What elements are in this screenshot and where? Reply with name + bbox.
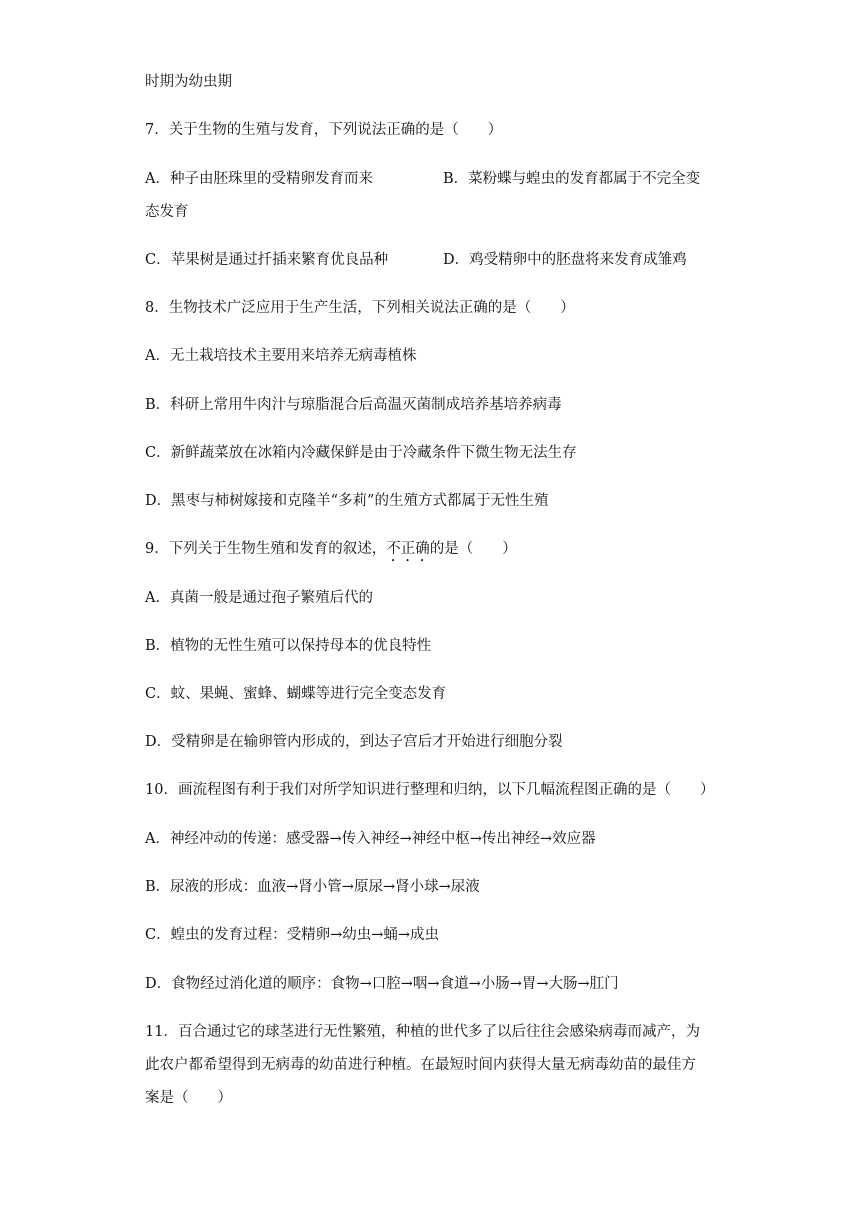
question-8-option-b: B．科研上常用牛肉汁与琼脂混合后高温灭菌制成培养基培养病毒 <box>145 397 562 413</box>
question-10-option-a: A．神经冲动的传递：感受器→传入神经→神经中枢→传出神经→效应器 <box>145 831 596 847</box>
question-11-stem-line-3: 案是（ ） <box>145 1090 232 1106</box>
question-10-option-c: C．蝗虫的发育过程：受精卵→幼虫→蛹→成虫 <box>145 927 440 943</box>
question-11-stem-line-2: 此农户都希望得到无病毒的幼苗进行种植。在最短时间内获得大量无病毒幼苗的最佳方 <box>145 1057 696 1073</box>
question-9-option-d: D．受精卵是在输卵管内形成的，到达子宫后才开始进行细胞分裂 <box>145 734 563 750</box>
question-7-option-b: B．菜粉蝶与蝗虫的发育都属于不完全变 <box>443 171 701 187</box>
question-9-option-b: B．植物的无性生殖可以保持母本的优良特性 <box>145 638 432 654</box>
question-7-option-c: C．苹果树是通过扦插来繁育优良品种 <box>145 252 389 268</box>
question-9-stem-after: 的是（ ） <box>429 541 517 557</box>
question-7-stem: 7．关于生物的生殖与发育，下列说法正确的是（ ） <box>145 122 503 138</box>
question-9-stem-before: 9．下列关于生物生殖和发育的叙述， <box>145 541 387 557</box>
question-10-option-b: B．尿液的形成：血液→肾小管→原尿→肾小球→尿液 <box>145 879 480 895</box>
question-9-option-c: C．蚊、果蝇、蜜蜂、蝴蝶等进行完全变态发育 <box>145 686 447 702</box>
question-8-stem: 8．生物技术广泛应用于生产生活，下列相关说法正确的是（ ） <box>145 300 575 316</box>
question-7-option-d: D．鸡受精卵中的胚盘将来发育成雏鸡 <box>443 252 687 268</box>
question-8-option-d: D．黑枣与柿树嫁接和克隆羊“多莉”的生殖方式都属于无性生殖 <box>145 493 549 509</box>
question-9-stem <box>145 539 517 565</box>
question-10-stem: 10．画流程图有利于我们对所学知识进行整理和归纳，以下几幅流程图正确的是（ ） <box>145 782 715 798</box>
question-11-stem-line-1: 11．百合通过它的球茎进行无性繁殖，种植的世代多了以后往往会感染病毒而减产，为 <box>145 1024 700 1040</box>
question-10-option-d: D．食物经过消化道的顺序：食物→口腔→咽→食道→小肠→胃→大肠→肛门 <box>145 976 619 992</box>
question-8-option-c: C．新鲜蔬菜放在冰箱内冷藏保鲜是由于冷藏条件下微生物无法生存 <box>145 445 577 461</box>
previous-answer-continuation: 时期为幼虫期 <box>145 74 232 90</box>
question-9-stem-emphasis: 不正确 <box>386 541 430 557</box>
question-7-option-b-continued: 态发育 <box>145 204 189 220</box>
question-7-option-a: A．种子由胚珠里的受精卵发育而来 <box>145 171 373 187</box>
question-9-option-a: A．真菌一般是通过孢子繁殖后代的 <box>145 590 373 606</box>
question-8-option-a: A．无土栽培技术主要用来培养无病毒植株 <box>145 348 417 364</box>
